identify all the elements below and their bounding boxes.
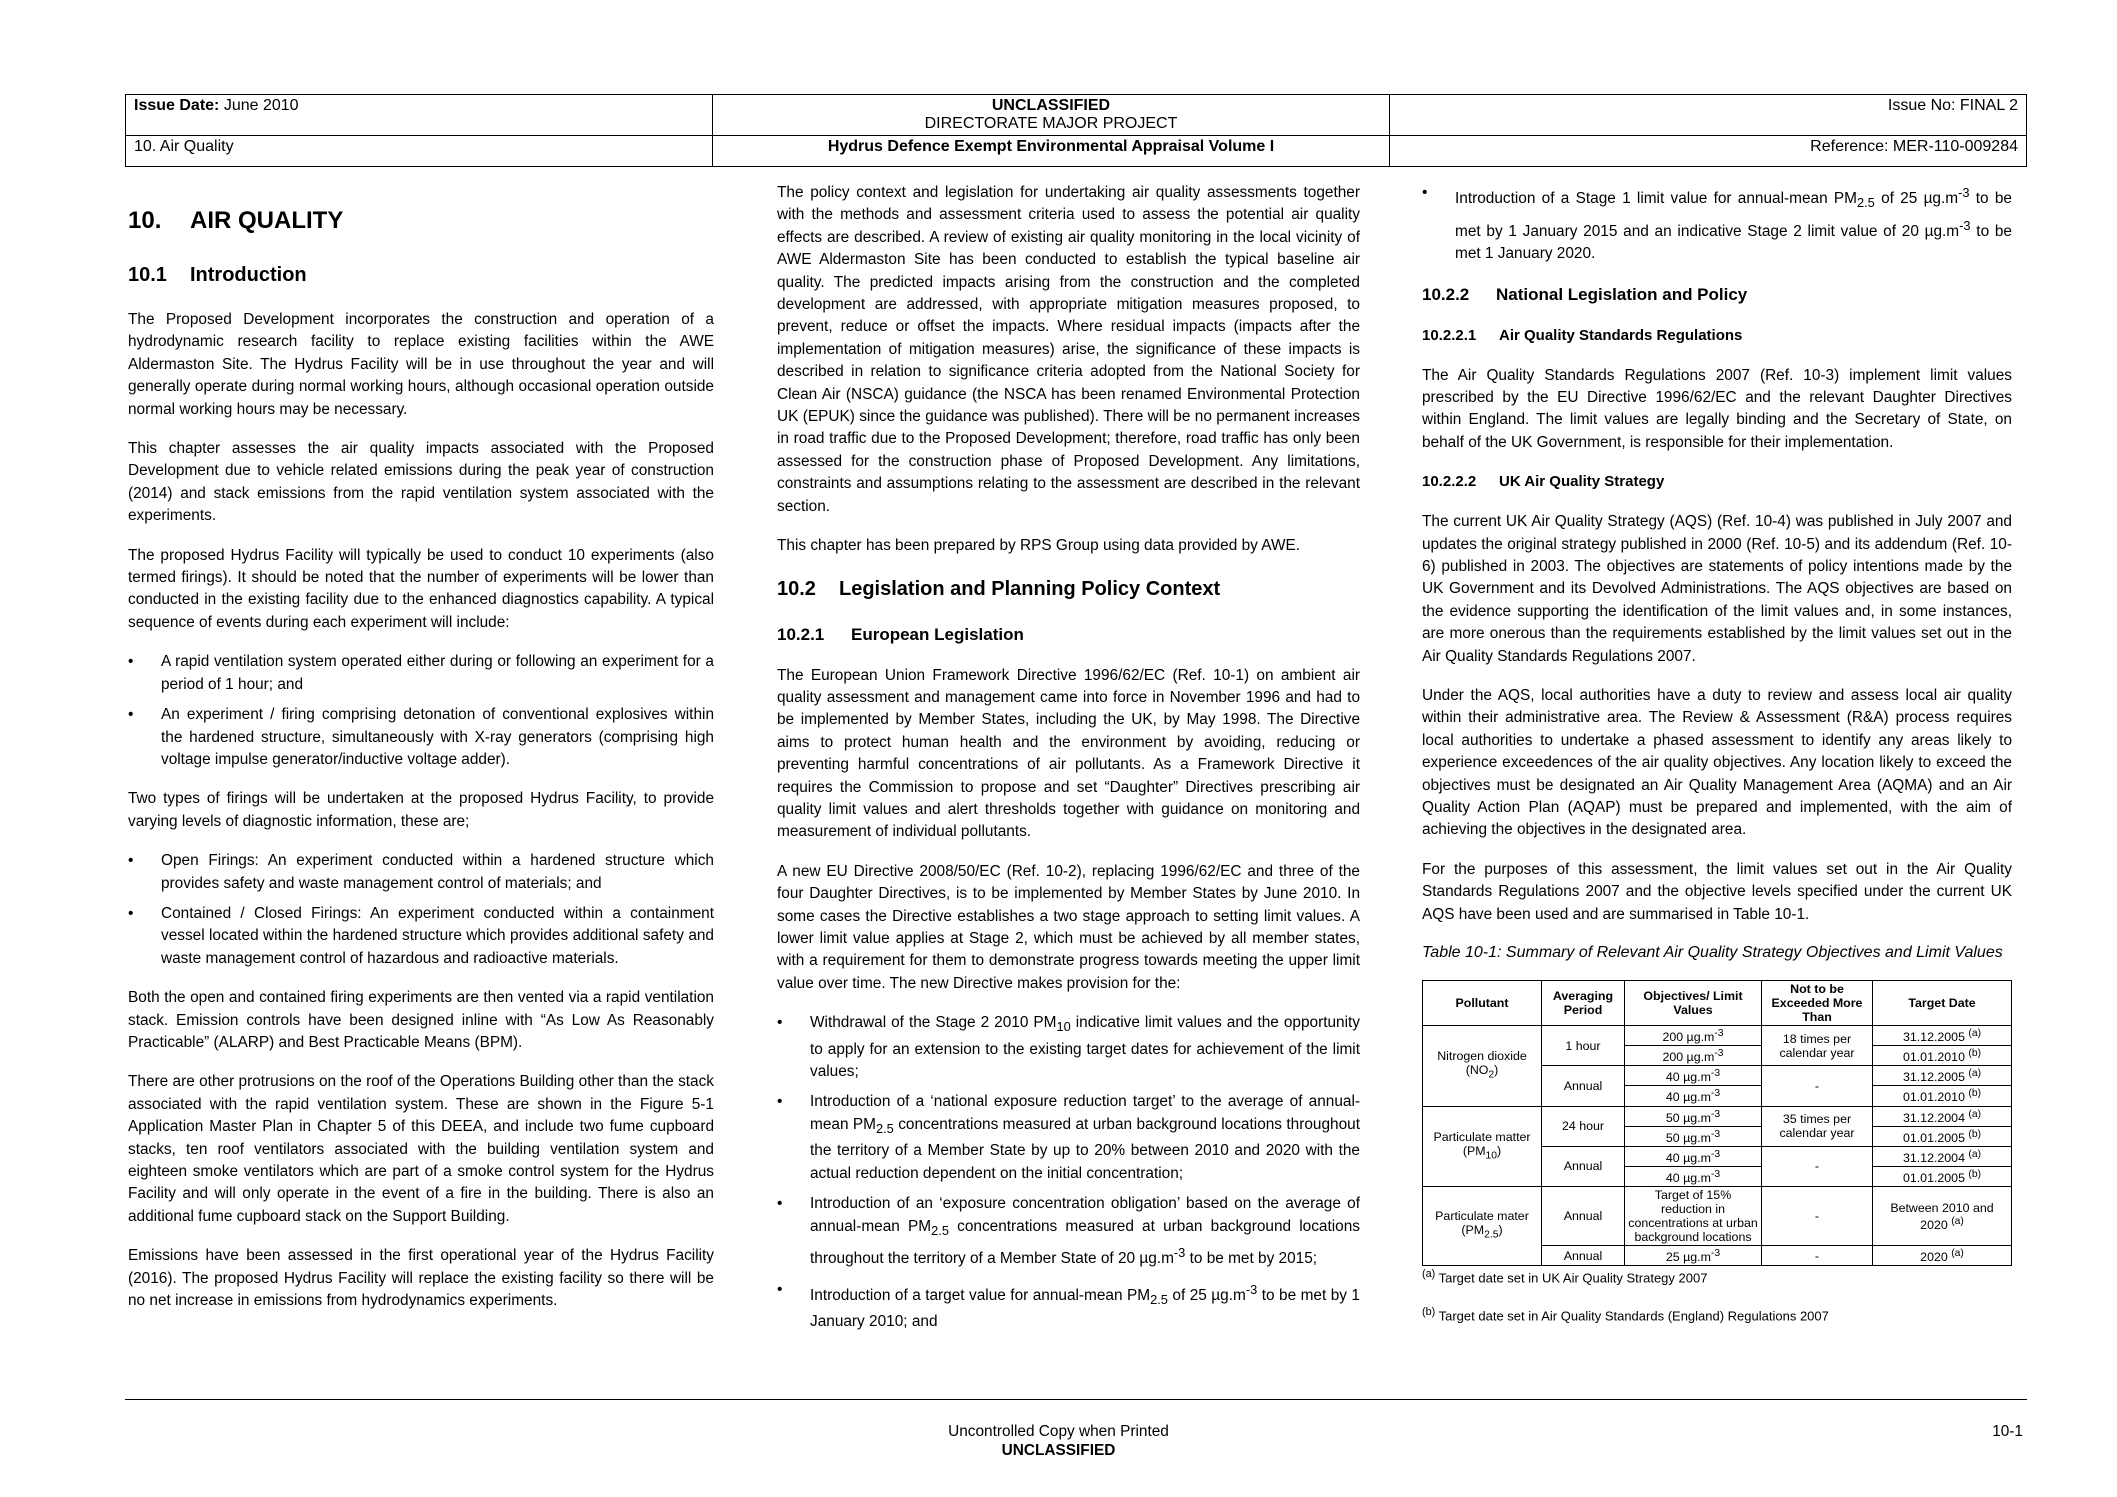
bullet-list	[128, 651, 714, 771]
subsection-heading-national: 10.2.2 National Legislation and Policy	[1422, 284, 1748, 304]
list-item: • An experiment / firing comprising detonation of conventional explosives within the hardened structure, simultaneously with X-ray generators (comprising high voltage impulse generator/inductive voltage adder).	[128, 704, 714, 771]
column-3	[1422, 182, 2012, 1341]
paragraph: For the purposes of this assessment, the limit values set out in the Air Quality Standards Regulations 2007 and the objective levels specified under the current UK AQS have been used and are summarised in Table 10-1.	[1422, 860, 2012, 923]
bullet-list	[1422, 182, 2012, 266]
pollutant-no2: Nitrogen dioxide $(NO_2)$	[1423, 1026, 1542, 1107]
section-heading-introduction: 10.1 Introduction	[128, 264, 307, 286]
paragraph: The proposed Hydrus Facility will typically be used to conduct 10 experiments (also termed firings). It should be noted that the number of experiments will be lower than conducted in the existing facility due to the enhanced diagnostics capability. A typical sequence of events during each experiment will include:	[128, 546, 714, 631]
section-heading-legislation: 10.2 Legislation and Planning Policy Context	[777, 577, 1221, 600]
table-row: 40 $\mu g.m^{-3}$ 01.01.2005 $^{(b)}$	[1423, 1166, 2012, 1186]
paragraph: This chapter has been prepared by RPS Group using data provided by AWE.	[777, 537, 1301, 555]
table-row: Annual 40 $\mu g.m^{-3}$ - 31.12.2004 $^{(a)}$	[1423, 1146, 2012, 1166]
table-row: 200 $\mu g.m^{-3}$ 01.01.2010 $^{(b)}$	[1423, 1046, 2012, 1066]
reference-number: Reference: MER-110-009284	[1390, 136, 2027, 167]
paragraph: This chapter assesses the air quality impacts associated with the Proposed Development due to vehicle related emissions during the peak year of construction (2014) and stack emissions from the rapid ventilation system associated with the experiments.	[128, 440, 714, 525]
column-2	[777, 182, 1360, 1351]
paragraph: The policy context and legislation for undertaking air quality assessments together with the methods and assessment criteria used to assess the potential air quality effects are described. A review of existing air quality monitoring in the local vicinity of AWE Aldermaston Site has been conducted to establish the typical baseline air quality. The predicted impacts arising from the construction and the completed development are addressed, with appropriate mitigation measures proposed, to prevent, reduce or offset the impacts. Where residual impacts (impacts after the implementation of mitigation measures) arise, the significance of these impacts is described in relation to significance criteria adopted from the National Society for Clean Air (NSCA) guidance (the NSCA has been renamed Environmental Protection UK (EPUK) since the guidance was published). There will be no permanent increases in road traffic due to the Proposed Development; therefore, road traffic has only been assessed for the construction phase of Proposed Development. Any limitations, constraints and assumptions relating to the assessment are described in the relevant section.	[777, 184, 1360, 515]
subsection-heading-european: 10.2.1 European Legislation	[777, 624, 1024, 644]
table-row: Particulate mater $(PM_{2.5})$ Annual Target of 15% reduction in concentrations at urban background locations - Between 2010 and 2020 $^{(a)}$	[1423, 1187, 2012, 1246]
table-row: Nitrogen dioxide $(NO_2)$ 1 hour 200 $\mu g.m^{-3}$ 18 times per calendar year 31.12.2005 $^{(a)}$	[1423, 1026, 2012, 1046]
table-row: Particulate matter $(PM_{10})$ 24 hour 50 $\mu g.m^{-3}$ 35 times per calendar year 31.12.2004 $^{(a)}$	[1423, 1106, 2012, 1126]
paragraph: The European Union Framework Directive 1996/62/EC (Ref. 10-1) on ambient air quality assessment and management came into force in November 1996 and had to be implemented by Member States, including the UK, by May 1998. The Directive aims to protect human health and the environment by avoiding, reducing or preventing harmful concentrations of air pollutants. As a Framework Directive it requires the Commission to propose and set “Daughter” Directives prescribing air quality limit values and alert thresholds together with guidance on monitoring and measurement of individual pollutants.	[777, 666, 1360, 841]
paragraph: Under the AQS, local authorities have a duty to review and assess local air quality within their administrative area. The Review & Assessment (R&A) process requires local authorities to undertake a phased assessment to identify any areas likely to experience exceedences of the air quality objectives. Any location likely to exceed the objectives must be designated an Air Quality Management Area (AQMA) and an Air Quality Action Plan (AQAP) must be prepared and implemented, with the aim of achieving the objectives in the designated area.	[1422, 687, 2012, 839]
paragraph: There are other protrusions on the roof of the Operations Building other than the stack associated with the rapid ventilation system. These are shown in the Figure 5-1 Application Master Plan in Chapter 5 of this DEEA, and include two fume cupboard stacks, ten roof ventilators associated with the building ventilation system and eighteen smoke ventilators which are part of a smoke control system for the Hydrus Facility and will only operate in the event of a fire in the building. There is also an additional fume cupboard stack on the Support Building.	[128, 1073, 714, 1225]
table-header-row: Pollutant Averaging Period Objectives/ Limit Values Not to be Exceeded More Than Target Date	[1423, 981, 2012, 1026]
paragraph: A new EU Directive 2008/50/EC (Ref. 10-2), replacing 1996/62/EC and three of the four Daughter Directives, is to be implemented by Member States by June 2010. In some cases the Directive establishes a two stage approach to setting limit values. A lower limit value applies at Stage 2, which must be achieved by all member states, with a requirement for them to demonstrate progress towards meeting the upper limit value over time. The new Directive makes provision for the:	[777, 862, 1360, 992]
paragraph: The Air Quality Standards Regulations 2007 (Ref. 10-3) implement limit values prescribed by the EU Directive 1996/62/EC and the relevant Daughter Directives within England. The limit values are legally binding and the Secretary of State, on behalf of the UK Government, is responsible for their implementation.	[1422, 366, 2012, 451]
subsubsection-heading-uk-strategy: 10.2.2.2 UK Air Quality Strategy	[1422, 473, 1665, 491]
footer-center: Uncontrolled Copy when Printed UNCLASSIFIED	[948, 1423, 1169, 1459]
page-header	[125, 94, 2027, 167]
subsubsection-heading-aqs-regulations: 10.2.2.1 Air Quality Standards Regulations	[1422, 326, 1743, 344]
pollutant-pm25: Particulate mater $(PM_{2.5})$	[1423, 1187, 1542, 1266]
paragraph: Two types of firings will be undertaken at the proposed Hydrus Facility, to provide varying levels of diagnostic information, these are;	[128, 790, 714, 830]
table-caption: Table 10-1: Summary of Relevant Air Quality Strategy Objectives and Limit Values	[1422, 944, 2003, 962]
footer-divider	[125, 1399, 2027, 1400]
volume-title: Hydrus Defence Exempt Environmental Appraisal Volume I	[713, 136, 1390, 167]
objectives-table	[1422, 980, 2012, 1266]
table-row: Annual 25 $\mu g.m^{-3}$ - 2020 $^{(a)}$	[1423, 1246, 2012, 1266]
list-item: • Introduction of a target value for annual-mean $PM_{2.5}$ of 25 $\mu g.m^{-3}$ to be met by 1 January 2010; and	[777, 1279, 1360, 1334]
paragraph: The Proposed Development incorporates the construction and operation of a hydrodynamic research facility to replace existing facilities within the AWE Aldermaston Site. The Hydrus Facility will be in use throughout the year and will generally operate during normal working hours, although occasional operation outside normal working hours may be necessary.	[128, 311, 714, 418]
list-item: • Withdrawal of the Stage 2 2010 $PM_{10}$ indicative limit values and the opportunity to apply for an extension to the existing target dates for achievement of the limit values;	[777, 1012, 1360, 1083]
classification-block: UNCLASSIFIED DIRECTORATE MAJOR PROJECT	[713, 95, 1390, 136]
page-number: 10-1	[1992, 1423, 2023, 1440]
list-item: • A rapid ventilation system operated either during or following an experiment for a period of 1 hour; and	[128, 651, 714, 696]
paragraph: Both the open and contained firing experiments are then vented via a rapid ventilation stack. Emission controls have been designed inline with “As Low As Reasonably Practicable” (ALARP) and Best Practicable Means (BPM).	[128, 989, 714, 1051]
pollutant-pm10: Particulate matter $(PM_{10})$	[1423, 1106, 1542, 1187]
chapter-name: 10. Air Quality	[126, 136, 713, 167]
paragraph: The current UK Air Quality Strategy (AQS) (Ref. 10-4) was published in July 2007 and updates the original strategy published in 2000 (Ref. 10-5) and its addendum (Ref. 10-6) published in 2003. The objectives are statements of policy intentions made by the UK Government and its Devolved Administrations. The AQS objectives are based on the evidence supporting the identification of the limit values and, in some instances, are more onerous than the requirements established by the limit values set out in the Air Quality Standards Regulations 2007.	[1422, 513, 2012, 665]
issue-number: Issue No: FINAL 2	[1390, 95, 2027, 136]
paragraph: Emissions have been assessed in the first operational year of the Hydrus Facility (2016). The proposed Hydrus Facility will replace the existing facility so there will be no net increase in emissions from hydrodynamics experiments.	[128, 1247, 714, 1310]
table-note-a: $^{(a)}$ Target date set in UK Air Quality Strategy 2007	[1422, 1268, 1708, 1286]
table-note-b: $^{(b)}$ Target date set in Air Quality Standards (England) Regulations 2007	[1422, 1305, 1829, 1323]
chapter-heading: 10. AIR QUALITY	[128, 207, 344, 234]
issue-date: Issue Date: June 2010	[126, 95, 713, 136]
list-item: • Open Firings: An experiment conducted within a hardened structure which provides safety and waste management control of materials; and	[128, 850, 714, 895]
bullet-list	[777, 1012, 1360, 1333]
table-row: 40 $\mu g.m^{-3}$ 01.01.2010 $^{(b)}$	[1423, 1086, 2012, 1106]
bullet-list	[128, 850, 714, 970]
list-item: • Introduction of a ‘national exposure reduction target’ to the average of annual-mean $PM_{2.5}$ concentrations measured at urban background locations throughout the territory of a Member State by up to 20% between 2010 and 2020 with the actual reduction dependent on the initial concentration;	[777, 1091, 1360, 1185]
list-item: • Introduction of an ‘exposure concentration obligation’ based on the average of annual-mean $PM_{2.5}$ concentrations measured at urban background locations throughout the territory of a Member State of 20 $\mu g.m^{-3}$ to be met by 2015;	[777, 1193, 1360, 1270]
table-row: Annual 40 $\mu g.m^{-3}$ - 31.12.2005 $^{(a)}$	[1423, 1066, 2012, 1086]
column-1	[128, 205, 714, 1329]
table-row: 50 $\mu g.m^{-3}$ 01.01.2005 $^{(b)}$	[1423, 1126, 2012, 1146]
list-item: • Introduction of a Stage 1 limit value for annual-mean $PM_{2.5}$ of 25 $\mu g.m^{-3}$ to be met by 1 January 2015 and an indicative Stage 2 limit value of 20 $\mu g.m^{-3}$ to be met 1 January 2020.	[1422, 182, 2012, 266]
list-item: • Contained / Closed Firings: An experiment conducted within a containment vessel located within the hardened structure which provides additional safety and waste management control of hazardous and radioactive materials.	[128, 903, 714, 970]
